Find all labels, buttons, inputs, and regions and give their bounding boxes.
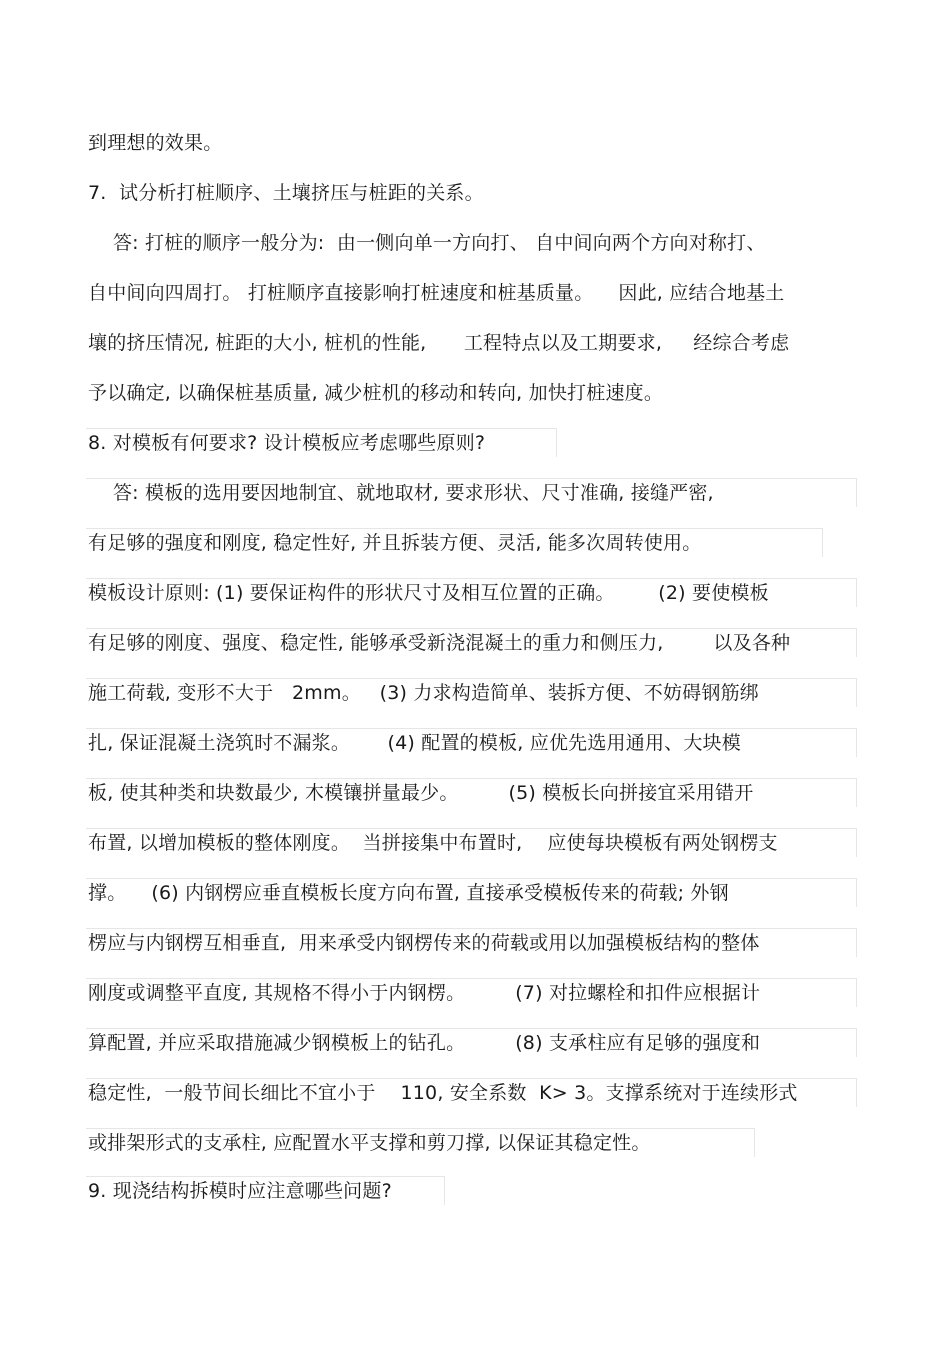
text-line: 有足够的刚度、强度、稳定性, 能够承受新浇混凝土的重力和侧压力, 以及各种: [88, 632, 791, 654]
text-line: 到理想的效果。: [88, 132, 223, 154]
text-line: 楞应与内钢楞互相垂直, 用来承受内钢楞传来的荷载或用以加强模板结构的整体: [88, 932, 760, 954]
text-line: 答: 打桩的顺序一般分为: 由一侧向单一方向打、 自中间向两个方向对称打、: [88, 232, 766, 254]
text-line: 答: 模板的选用要因地制宜、就地取材, 要求形状、尺寸准确, 接缝严密,: [88, 482, 714, 504]
text-line: 板, 使其种类和块数最少, 木模镶拼量最少。 (5) 模板长向拼接宜采用错开: [88, 782, 754, 804]
text-line: 模板设计原则: (1) 要保证构件的形状尺寸及相互位置的正确。 (2) 要使模板: [88, 582, 769, 604]
text-line: 施工荷载, 变形不大于 2mm。 (3) 力求构造简单、装拆方便、不妨碍钢筋绑: [88, 682, 759, 704]
text-line: 自中间向四周打。 打桩顺序直接影响打桩速度和桩基质量。 因此, 应结合地基土: [88, 282, 785, 304]
text-line: 予以确定, 以确保桩基质量, 减少桩机的移动和转向, 加快打桩速度。: [88, 382, 664, 404]
text-line: 有足够的强度和刚度, 稳定性好, 并且拆装方便、灵活, 能多次周转使用。: [88, 532, 702, 554]
text-line: 布置, 以增加模板的整体刚度。 当拼接集中布置时, 应使每块模板有两处钢楞支: [88, 832, 778, 854]
question-7: 7. 试分析打桩顺序、土壤挤压与桩距的关系。: [88, 182, 484, 204]
question-8: 8. 对模板有何要求? 设计模板应考虑哪些原则?: [88, 432, 486, 454]
text-line: 撑。 (6) 内钢楞应垂直模板长度方向布置, 直接承受模板传来的荷载; 外钢: [88, 882, 729, 904]
question-9: 9. 现浇结构拆模时应注意哪些问题?: [88, 1180, 392, 1202]
text-line: 壤的挤压情况, 桩距的大小, 桩机的性能, 工程特点以及工期要求, 经综合考虑: [88, 332, 790, 354]
text-line: 扎, 保证混凝土浇筑时不漏浆。 (4) 配置的模板, 应优先选用通用、大块模: [88, 732, 741, 754]
text-line: 或排架形式的支承柱, 应配置水平支撑和剪刀撑, 以保证其稳定性。: [88, 1132, 651, 1154]
text-line: 刚度或调整平直度, 其规格不得小于内钢楞。 (7) 对拉螺栓和扣件应根据计: [88, 982, 761, 1004]
text-line: 稳定性, 一般节间长细比不宜小于 110, 安全系数 K> 3。支撑系统对于连续形式: [88, 1082, 798, 1104]
text-line: 算配置, 并应采取措施减少钢模板上的钻孔。 (8) 支承柱应有足够的强度和: [88, 1032, 761, 1054]
